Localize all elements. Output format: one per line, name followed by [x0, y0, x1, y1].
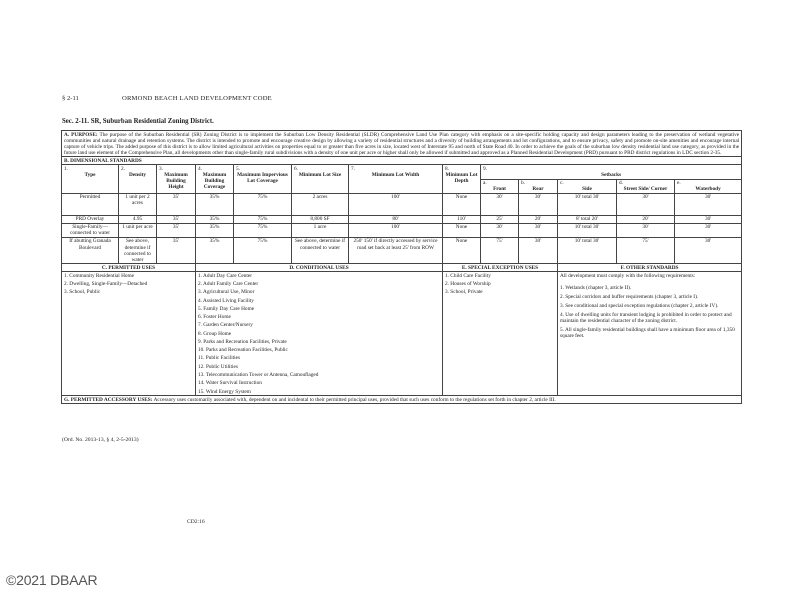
col-impervious-header: 5. Maximum Impervious Lot Coverage	[234, 165, 292, 193]
purpose-text: The purpose of the Suburban Residential (SR) Zoning District is to implement the Suburban Low Density Residential (SLDR) Comprehensive Land Use Plan category with emphasis on a site-specific holding capacity and design parameters leading to the preservation of wetland vegetative communities and natural drainage and retention systems. The district is intended to promote and encourage creative design by allowing a variety of residential structures and a diversity of building arrangements and lot configurations, and to ensure privacy, safety and promote on-site amenities and encourage internal capture of vehicle trips. The added purpose of this district is to allow limited agricultural activities on properties equal to or greater than five acres in size, located west of Interstate 95 and north of State Road 40. In order to achieve the goals of the suburban low density residential land use category, as provided in the future land use element of the Comprehensive Plan, all developments other than single-family rural subdivisions with a density of one unit per acre or higher shall only be allowed if submitted and approved as a Planned Residential Development (PRD) pursuant to PRD district regulations in LDC section 2-35.	[64, 131, 740, 156]
list-item: 1. Adult Day Care Center	[198, 272, 252, 279]
list-item: 6. Foster Home	[198, 314, 231, 321]
list-item: 15. Wind Energy System	[198, 388, 251, 395]
row-street: 30'	[617, 193, 675, 215]
other-standards-label: F. OTHER STANDARDS	[558, 264, 742, 272]
list-item: 10. Parks and Recreation Facilities, Public	[198, 347, 288, 354]
list-item: 1. Wetlands (chapter 3, article II).	[560, 284, 632, 291]
row-rear: 30'	[519, 237, 558, 263]
row-side: 8' total 20'	[558, 215, 617, 223]
list-item: 5. Family Day Care Home	[198, 305, 255, 312]
uses-header-row	[62, 264, 742, 272]
row-height: 35'	[157, 223, 196, 237]
list-item: 5. All single-family residential buildings shall have a minimum floor area of 1,350 square feet.	[560, 327, 735, 340]
col-lot-size-header: 6. Minimum Lot Size	[292, 165, 349, 193]
row-water: 30'	[675, 193, 742, 215]
row-street: 75'	[617, 237, 675, 263]
list-item: 8. Group Home	[198, 330, 232, 337]
row-type: If abutting Granada Boulevard	[62, 237, 119, 263]
col-lot-depth-header: 8. Minimum Lot Depth	[443, 165, 481, 193]
permitted-uses-label: C. PERMITTED USES	[62, 264, 196, 272]
setback-street-header: d. Street Side/ Corner	[617, 179, 675, 193]
row-impervious: 75%	[234, 193, 292, 215]
other-standards-intro: All development must comply with the following requirements:	[560, 272, 696, 279]
row-lot-size: 1 acre	[292, 223, 349, 237]
row-lot-width: 100'	[349, 193, 443, 215]
row-impervious: 75%	[234, 215, 292, 223]
row-coverage: 35%	[196, 193, 234, 215]
list-item: 2. Adult Family Care Center	[198, 281, 259, 288]
row-type: Permitted	[62, 193, 119, 215]
list-item: 13. Telecommunication Tower or Antenna, Camouflaged	[198, 372, 319, 379]
row-side: 10' total 30'	[558, 237, 617, 263]
row-density: See above, determine if connected to water	[119, 237, 157, 263]
row-impervious: 75%	[234, 237, 292, 263]
row-rear: 30'	[519, 193, 558, 215]
table-row	[62, 193, 742, 215]
table-row	[62, 223, 742, 237]
col-setbacks-header: 9. Setbacks	[481, 165, 742, 179]
list-item: 2. Dwelling, Single-Family—Detached	[64, 281, 148, 288]
col-coverage-header: 4. Maximum Building Coverage	[196, 165, 234, 193]
code-title: ORMOND BEACH LAND DEVELOPMENT CODE	[122, 95, 272, 102]
setback-water-header: e. Waterbody	[675, 179, 742, 193]
list-item: 1. Community Residential Home	[64, 272, 135, 279]
page-code: CD2:16	[187, 519, 205, 525]
row-impervious: 75%	[234, 223, 292, 237]
row-height: 35'	[157, 215, 196, 223]
row-rear: 30'	[519, 223, 558, 237]
row-lot-width: 100'	[349, 223, 443, 237]
setback-front-header: a. Front	[481, 179, 519, 193]
purpose-cell	[62, 131, 742, 157]
list-item: 2. Houses of Worship	[445, 281, 491, 288]
setback-rear-header: b. Rear	[519, 179, 558, 193]
accessory-uses-cell	[62, 396, 742, 404]
row-street: 20'	[617, 215, 675, 223]
purpose-label: A. PURPOSE:	[64, 131, 98, 138]
accessory-uses-text: Accessory uses customarily associated with, dependent on and incidental to their permitted principal uses, provided that such uses conform to the regulations set forth in chapter 2, article III.	[153, 396, 556, 403]
row-water: 30'	[675, 223, 742, 237]
row-type: PRD Overlay	[62, 215, 119, 223]
special-exception-uses-list	[443, 272, 558, 396]
dimensional-standards-label: B. DIMENSIONAL STANDARDS	[62, 157, 742, 165]
section-number: § 2-11	[62, 95, 79, 102]
list-item: 11. Public Facilities	[198, 355, 241, 362]
dimensional-header-row	[62, 165, 742, 179]
list-item: 3. School, Public	[64, 289, 101, 296]
list-item: 3. Agricultural Use, Minor	[198, 289, 255, 296]
row-lot-depth: None	[443, 223, 481, 237]
row-lot-size: 2 acres	[292, 193, 349, 215]
row-front: 75'	[481, 237, 519, 263]
row-coverage: 35%	[196, 237, 234, 263]
row-type: Single-Family—connected to water	[62, 223, 119, 237]
row-front: 30'	[481, 193, 519, 215]
row-water: 30'	[675, 237, 742, 263]
row-lot-depth: 110'	[443, 215, 481, 223]
row-lot-width: 250' 150' if directly accessed by service road set back at least 25' from ROW	[349, 237, 443, 263]
col-type-header: 1. Type	[62, 165, 119, 193]
row-coverage: 35%	[196, 215, 234, 223]
conditional-uses-label: D. CONDITIONAL USES	[196, 264, 443, 272]
list-item: 4. Assisted Living Facility	[198, 297, 254, 304]
list-item: 12. Public Utilities	[198, 363, 238, 370]
row-lot-size: 8,800 SF	[292, 215, 349, 223]
row-side: 10' total 30'	[558, 223, 617, 237]
other-standards-list	[558, 272, 742, 396]
list-item: 9. Parks and Recreation Facilities, Private	[198, 338, 287, 345]
col-height-header: 3. Maximum Building Height	[157, 165, 196, 193]
row-street: 30'	[617, 223, 675, 237]
table-row	[62, 215, 742, 223]
zoning-table	[61, 130, 742, 404]
accessory-uses-label: G. PERMITTED ACCESSORY USES:	[64, 396, 153, 403]
uses-list-row	[62, 272, 742, 396]
setback-side-header: c. Side	[558, 179, 617, 193]
row-coverage: 35%	[196, 223, 234, 237]
permitted-uses-list	[62, 272, 196, 396]
row-lot-size: See above, determine if connected to water	[292, 237, 349, 263]
row-density: 1 unit per acre	[119, 223, 157, 237]
row-water: 30'	[675, 215, 742, 223]
row-lot-width: 80'	[349, 215, 443, 223]
col-density-header: 2. Density	[119, 165, 157, 193]
list-item: 2. Special corridors and buffer requirements (chapter 3, article I).	[560, 293, 699, 300]
list-item: 1. Child Care Facility	[445, 272, 491, 279]
row-front: 30'	[481, 223, 519, 237]
list-item: 3. School, Private	[445, 289, 483, 296]
row-lot-depth: None	[443, 193, 481, 215]
table-row	[62, 237, 742, 263]
row-height: 35'	[157, 193, 196, 215]
col-lot-width-header: 7. Minimum Lot Width	[349, 165, 443, 193]
list-item: 3. See conditional and special exception regulations (chapter 2, article IV).	[560, 303, 719, 310]
row-density: 1 unit per 2 acres	[119, 193, 157, 215]
section-title: Sec. 2-11. SR, Suburban Residential Zoning District.	[62, 118, 214, 125]
row-density: 4.95	[119, 215, 157, 223]
row-rear: 20'	[519, 215, 558, 223]
conditional-uses-list	[196, 272, 443, 396]
list-item: 7. Garden Center/Nursery	[198, 322, 253, 329]
special-exception-uses-label: E. SPECIAL EXCEPTION USES	[443, 264, 558, 272]
ordinance-note: (Ord. No. 2013-13, § 4, 2-5-2013)	[62, 437, 139, 443]
row-lot-depth: None	[443, 237, 481, 263]
row-side: 10' total 30'	[558, 193, 617, 215]
list-item: 4. Use of dwelling units for transient lodging is prohibited in order to protect and maintain the residential character of the zoning district.	[560, 312, 732, 325]
copyright-watermark: ©2021 DBAAR	[6, 572, 98, 588]
list-item: 14. Water Survival Instruction	[198, 380, 262, 387]
row-front: 25'	[481, 215, 519, 223]
row-height: 35'	[157, 237, 196, 263]
